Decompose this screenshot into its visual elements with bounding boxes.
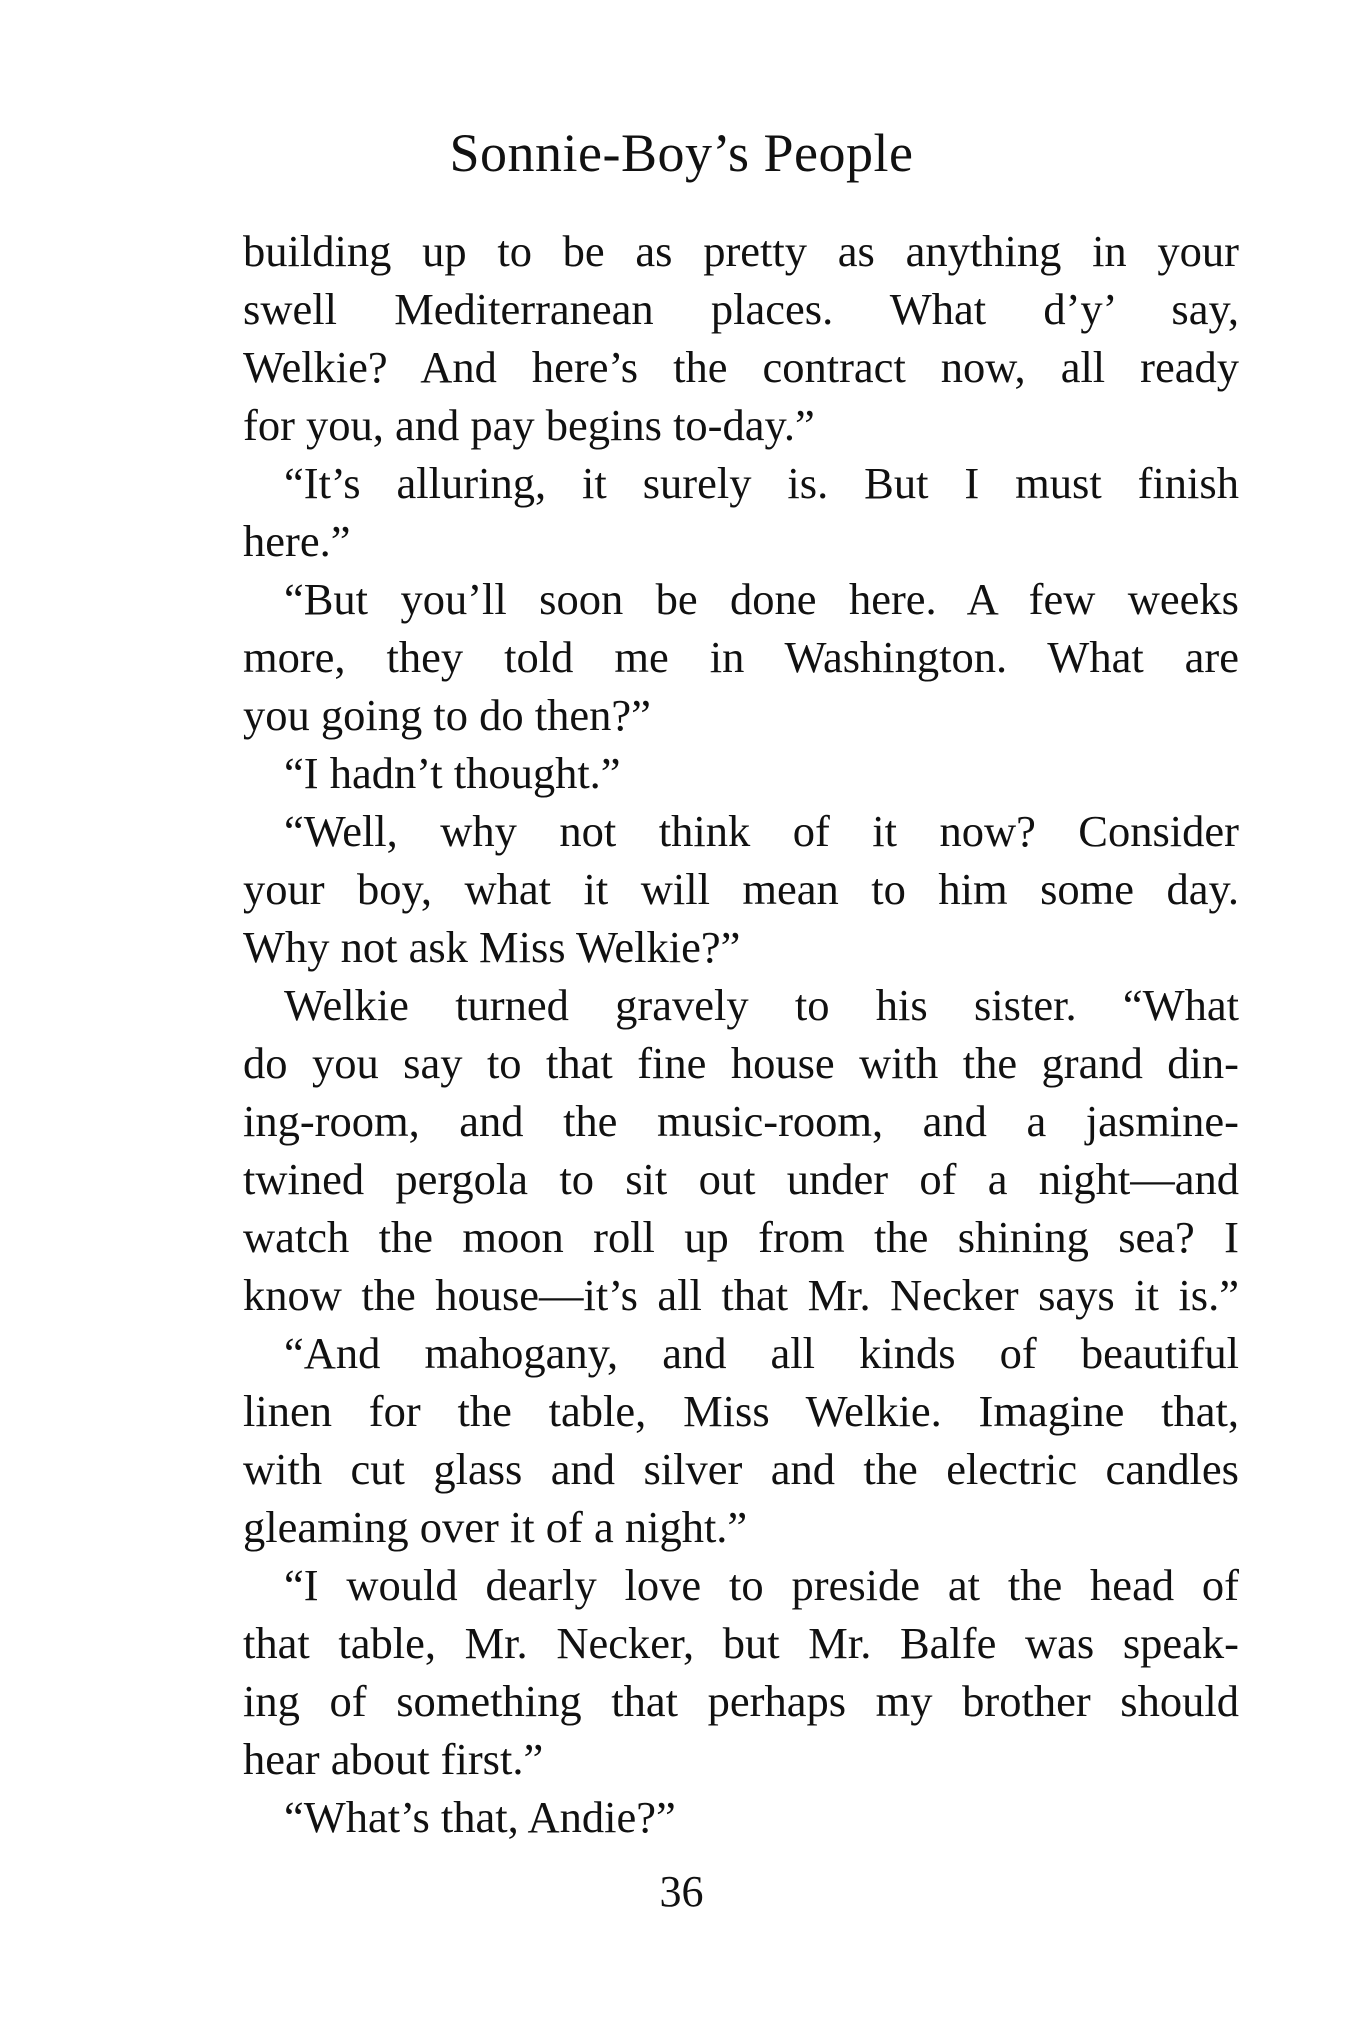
text-line: Welkie turned gravely to his sister. “What — [284, 980, 1239, 1030]
text-line: “But you’ll soon be done here. A few weeks — [284, 574, 1239, 624]
text-line: do you say to that fine house with the grand din- — [243, 1038, 1239, 1088]
text-line: “Well, why not think of it now? Consider — [284, 806, 1239, 856]
text-line: ing-room, and the music-room, and a jasmine- — [243, 1096, 1239, 1146]
text-line: here.” — [243, 516, 351, 566]
text-line: know the house—it’s all that Mr. Necker says it is.” — [243, 1270, 1239, 1320]
text-line: twined pergola to sit out under of a night—and — [243, 1154, 1239, 1204]
text-line: Why not ask Miss Welkie?” — [243, 922, 741, 972]
text-line: “I hadn’t thought.” — [284, 748, 621, 798]
text-line: ing of something that perhaps my brother should — [243, 1676, 1239, 1726]
text-line: with cut glass and silver and the electric candles — [243, 1444, 1239, 1494]
text-line: swell Mediterranean places. What d’y’ say, — [243, 284, 1239, 334]
text-line: gleaming over it of a night.” — [243, 1502, 748, 1552]
text-line: Welkie? And here’s the contract now, all ready — [243, 342, 1239, 392]
text-line: that table, Mr. Necker, but Mr. Balfe was speak- — [243, 1618, 1239, 1668]
text-line: more, they told me in Washington. What are — [243, 632, 1239, 682]
text-line: watch the moon roll up from the shining sea? I — [243, 1212, 1239, 1262]
text-line: “I would dearly love to preside at the head of — [284, 1560, 1239, 1610]
body-text — [243, 222, 1239, 1846]
text-line: “It’s alluring, it surely is. But I must finish — [284, 458, 1239, 508]
text-line: “And mahogany, and all kinds of beautiful — [284, 1328, 1239, 1378]
text-line: “What’s that, Andie?” — [284, 1792, 676, 1842]
text-line: you going to do then?” — [243, 690, 651, 740]
running-title: Sonnie-Boy’s People — [449, 123, 914, 183]
page-number: 36 — [659, 1867, 704, 1916]
text-line: building up to be as pretty as anything in your — [243, 226, 1239, 276]
text-line: for you, and pay begins to-day.” — [243, 400, 815, 450]
text-line: linen for the table, Miss Welkie. Imagine that, — [243, 1386, 1239, 1436]
text-line: hear about first.” — [243, 1734, 544, 1784]
text-line: your boy, what it will mean to him some day. — [243, 864, 1239, 914]
